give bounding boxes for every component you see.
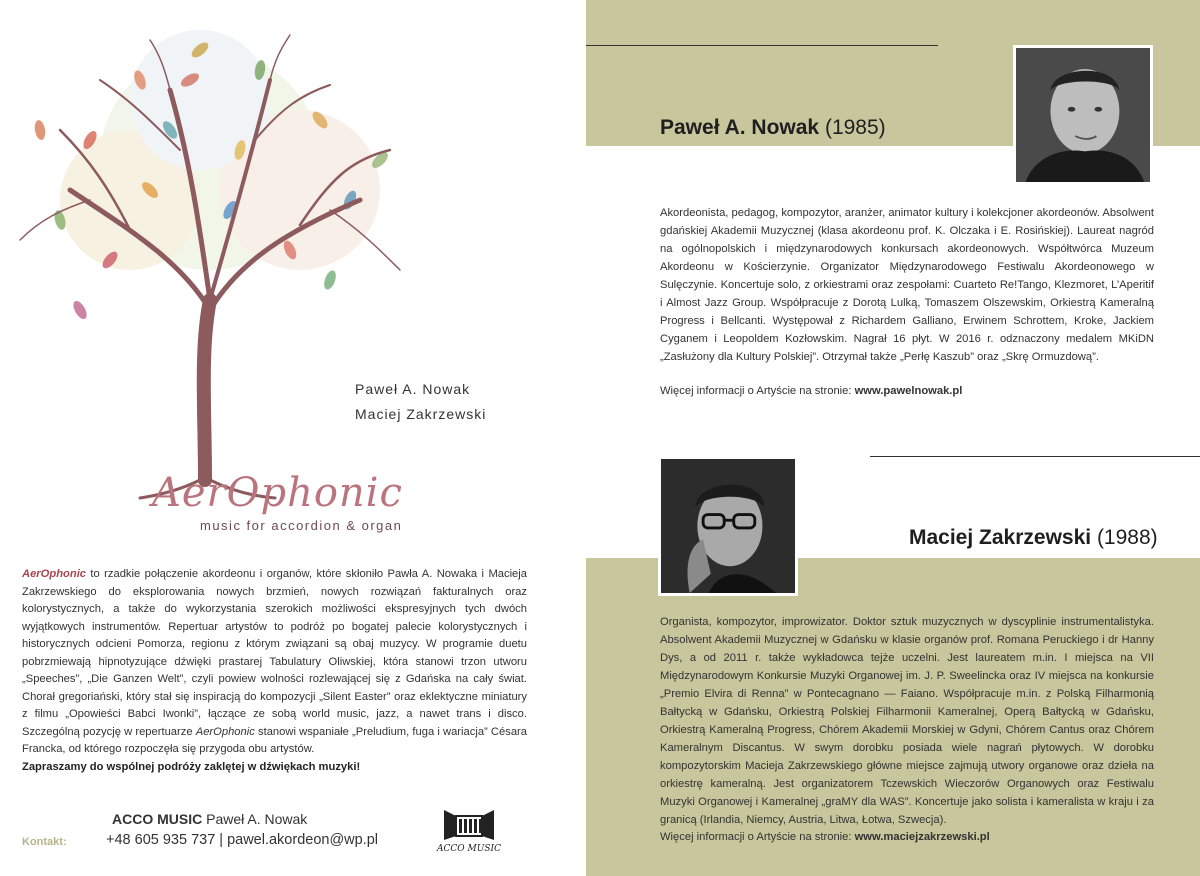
artist-2-photo <box>658 456 798 596</box>
intro-call-to-action: Zapraszamy do wspólnej podróży zaklętej w dźwiękach muzyki! <box>22 760 361 773</box>
performer-name-2: Maciej Zakrzewski <box>355 406 487 422</box>
company-owner: Paweł A. Nowak <box>202 811 308 827</box>
intro-paragraph <box>22 566 527 776</box>
artist-1-more-info <box>660 385 962 397</box>
acco-logo-text: ACCO MUSIC <box>437 844 501 854</box>
top-divider <box>586 45 938 46</box>
left-page <box>0 0 586 876</box>
intro-text-2: stanowi wspaniałe „Preludium, fuga i wariacja” Césara Francka, od którego rozpoczęła się przygoda obu artystów. <box>22 725 527 755</box>
aerophonic-logo-subtitle: music for accordion & organ <box>200 518 403 533</box>
artist-2-bio: Organista, kompozytor, improwizator. Doktor sztuk muzycznych w dyscyplinie instrumentalistyka. Absolwent Akademii Muzycznej w Gdańsku w klasie organów prof. Romana Peruckiego i dr Hanny Dys, a od 2011 r. także wykładowca tejże uczelni. Jest laureatem m.in. I miejsca na VII Międzynarodowym Konkursie Muzyki Organowej im. J. P. Sweelincka oraz IV miejsca na konkursie „Premio Elvira di Renna” w Pontecagnano — Faiano. Współpracuje m.in. z Polską Filharmonią Bałtycką w Gdańsku, Orkiestrą Polskiej Filharmonii Kameralnej, Operą Bałtycką w Gdańsku, Orkiestrą Kameralną Progress, Chórem Akademii Morskiej w Gdyni, Chórem Cantus oraz Chórem Kameralnym Discantus. W swym dorobku posiada wiele nagrań płytowych. W dorobku kompozytorskim Macieja Zakrzewskiego główne miejsce zajmują utwory organowe oraz dzieła na orkiestrę kameralną. Jest organizatorem Tczewskich Wieczorów Organowych oraz Festiwalu Muzyki Organowej i Kameralnej „graMY dla WAS”. Koncertuje jako solista i kameralista w kraju i za granicą (Irlandia, Niemcy, Austria, Litwa, Łotwa, Szwecja). <box>660 616 1154 826</box>
contact-details[interactable]: +48 605 935 737 | pawel.akordeon@wp.pl <box>106 832 379 848</box>
artist-2-website-link[interactable]: www.maciejzakrzewski.pl <box>854 831 990 843</box>
intro-text-1: to rzadkie połączenie akordeonu i organów, które skłoniło Pawła A. Nowaka i Macieja Zakrzewskiego do eksplorowania nowych brzmień, nowych rozwiązań fakturalnych oraz kolorystycznych, a także do wykorzystania szerokich możliwości ekspresyjnych tych dwóch wyjątkowych instrumentów. Repertuar artystów to podróż po bogatej palecie kolorystycznych i historycznych odcieni Pomorza, regionu z którym związani są obaj muzycy. W programie duetu pobrzmiewają hipnotyzujące dźwięki prastarej Tabulatury Oliwskiej, która stanowi trzon utworu „Speeches”, „Die Ganzen Welt”, czyli powiew wolności rozlewającej się z Gdańska na cały świat. Chorał gregoriański, który stał się inspiracją do kompozycji „Silent Easter” oraz eklektyczne miniatury z filmu „Opowieści Babci Iwonki”, łączące ze sobą world music, jazz, a nawet trans i disco. Szczególną pozycję w repertuarze <box>22 568 527 738</box>
artist-2-heading <box>909 526 1158 550</box>
contact-label: Kontakt: <box>22 836 67 848</box>
more-info-label: Więcej informacji o Artyście na stronie: <box>660 385 855 397</box>
artist-1-photo <box>1013 45 1153 185</box>
more-info-label: Więcej informacji o Artyście na stronie: <box>660 831 855 843</box>
contact-company <box>112 811 307 827</box>
artist-1-name: Paweł A. Nowak <box>660 116 820 139</box>
company-name: ACCO MUSIC <box>112 811 203 827</box>
intro-lead: AerOphonic <box>22 568 87 580</box>
right-page <box>586 0 1200 876</box>
aerophonic-logo-title: AerOphonic <box>152 470 403 516</box>
mid-divider <box>870 456 1200 457</box>
artist-1-bio: Akordeonista, pedagog, kompozytor, aranżer, animator kultury i kolekcjoner akordeonów. Absolwent gdańskiej Akademii Muzycznej (klasa akordeonu prof. K. Olczaka i E. Rosińskiej). Laureat nagród na ogólnopolskich i międzynarodowych konkursach akordeonowych. Współtwórca Muzeum Akordeonu w Kościerzynie. Organizator Międzynarodowego Festiwalu Akordeonowego w Sulęczynie. Koncertuje solo, z orkiestrami oraz zespołami: Cuarteto Re!Tango, Klezmoret, L’Aperitif i Almost Jazz Group. Współpracuje z Dorotą Lulką, Tomaszem Olszewskim, Orkiestrą Kameralną Progress i Bellcanti. Występował z Richardem Galliano, Erwinem Schrottem, Kroke, Jackiem Cyganem i Leopoldem Kozłowskim. Nagrał 16 płyt. W 2016 r. odznaczony medalem MKiDN „Zasłużony dla Kultury Polskiej”. Otrzymał także „Perłę Kaszub” oraz „Skrę Ormuzdową”. <box>660 207 1154 363</box>
artist-2-year: (1988) <box>1091 526 1158 549</box>
artist-2-name: Maciej Zakrzewski <box>909 526 1092 549</box>
artist-2-more-info <box>660 831 990 843</box>
intro-emphasis: AerOphonic <box>195 725 255 738</box>
performer-name-1: Paweł A. Nowak <box>355 381 471 397</box>
artist-1-website-link[interactable]: www.pawelnowak.pl <box>854 385 963 397</box>
artist-1-heading <box>660 116 886 140</box>
acco-music-logo-icon <box>436 806 502 854</box>
artist-1-year: (1985) <box>819 116 886 139</box>
tree-illustration <box>0 10 440 530</box>
